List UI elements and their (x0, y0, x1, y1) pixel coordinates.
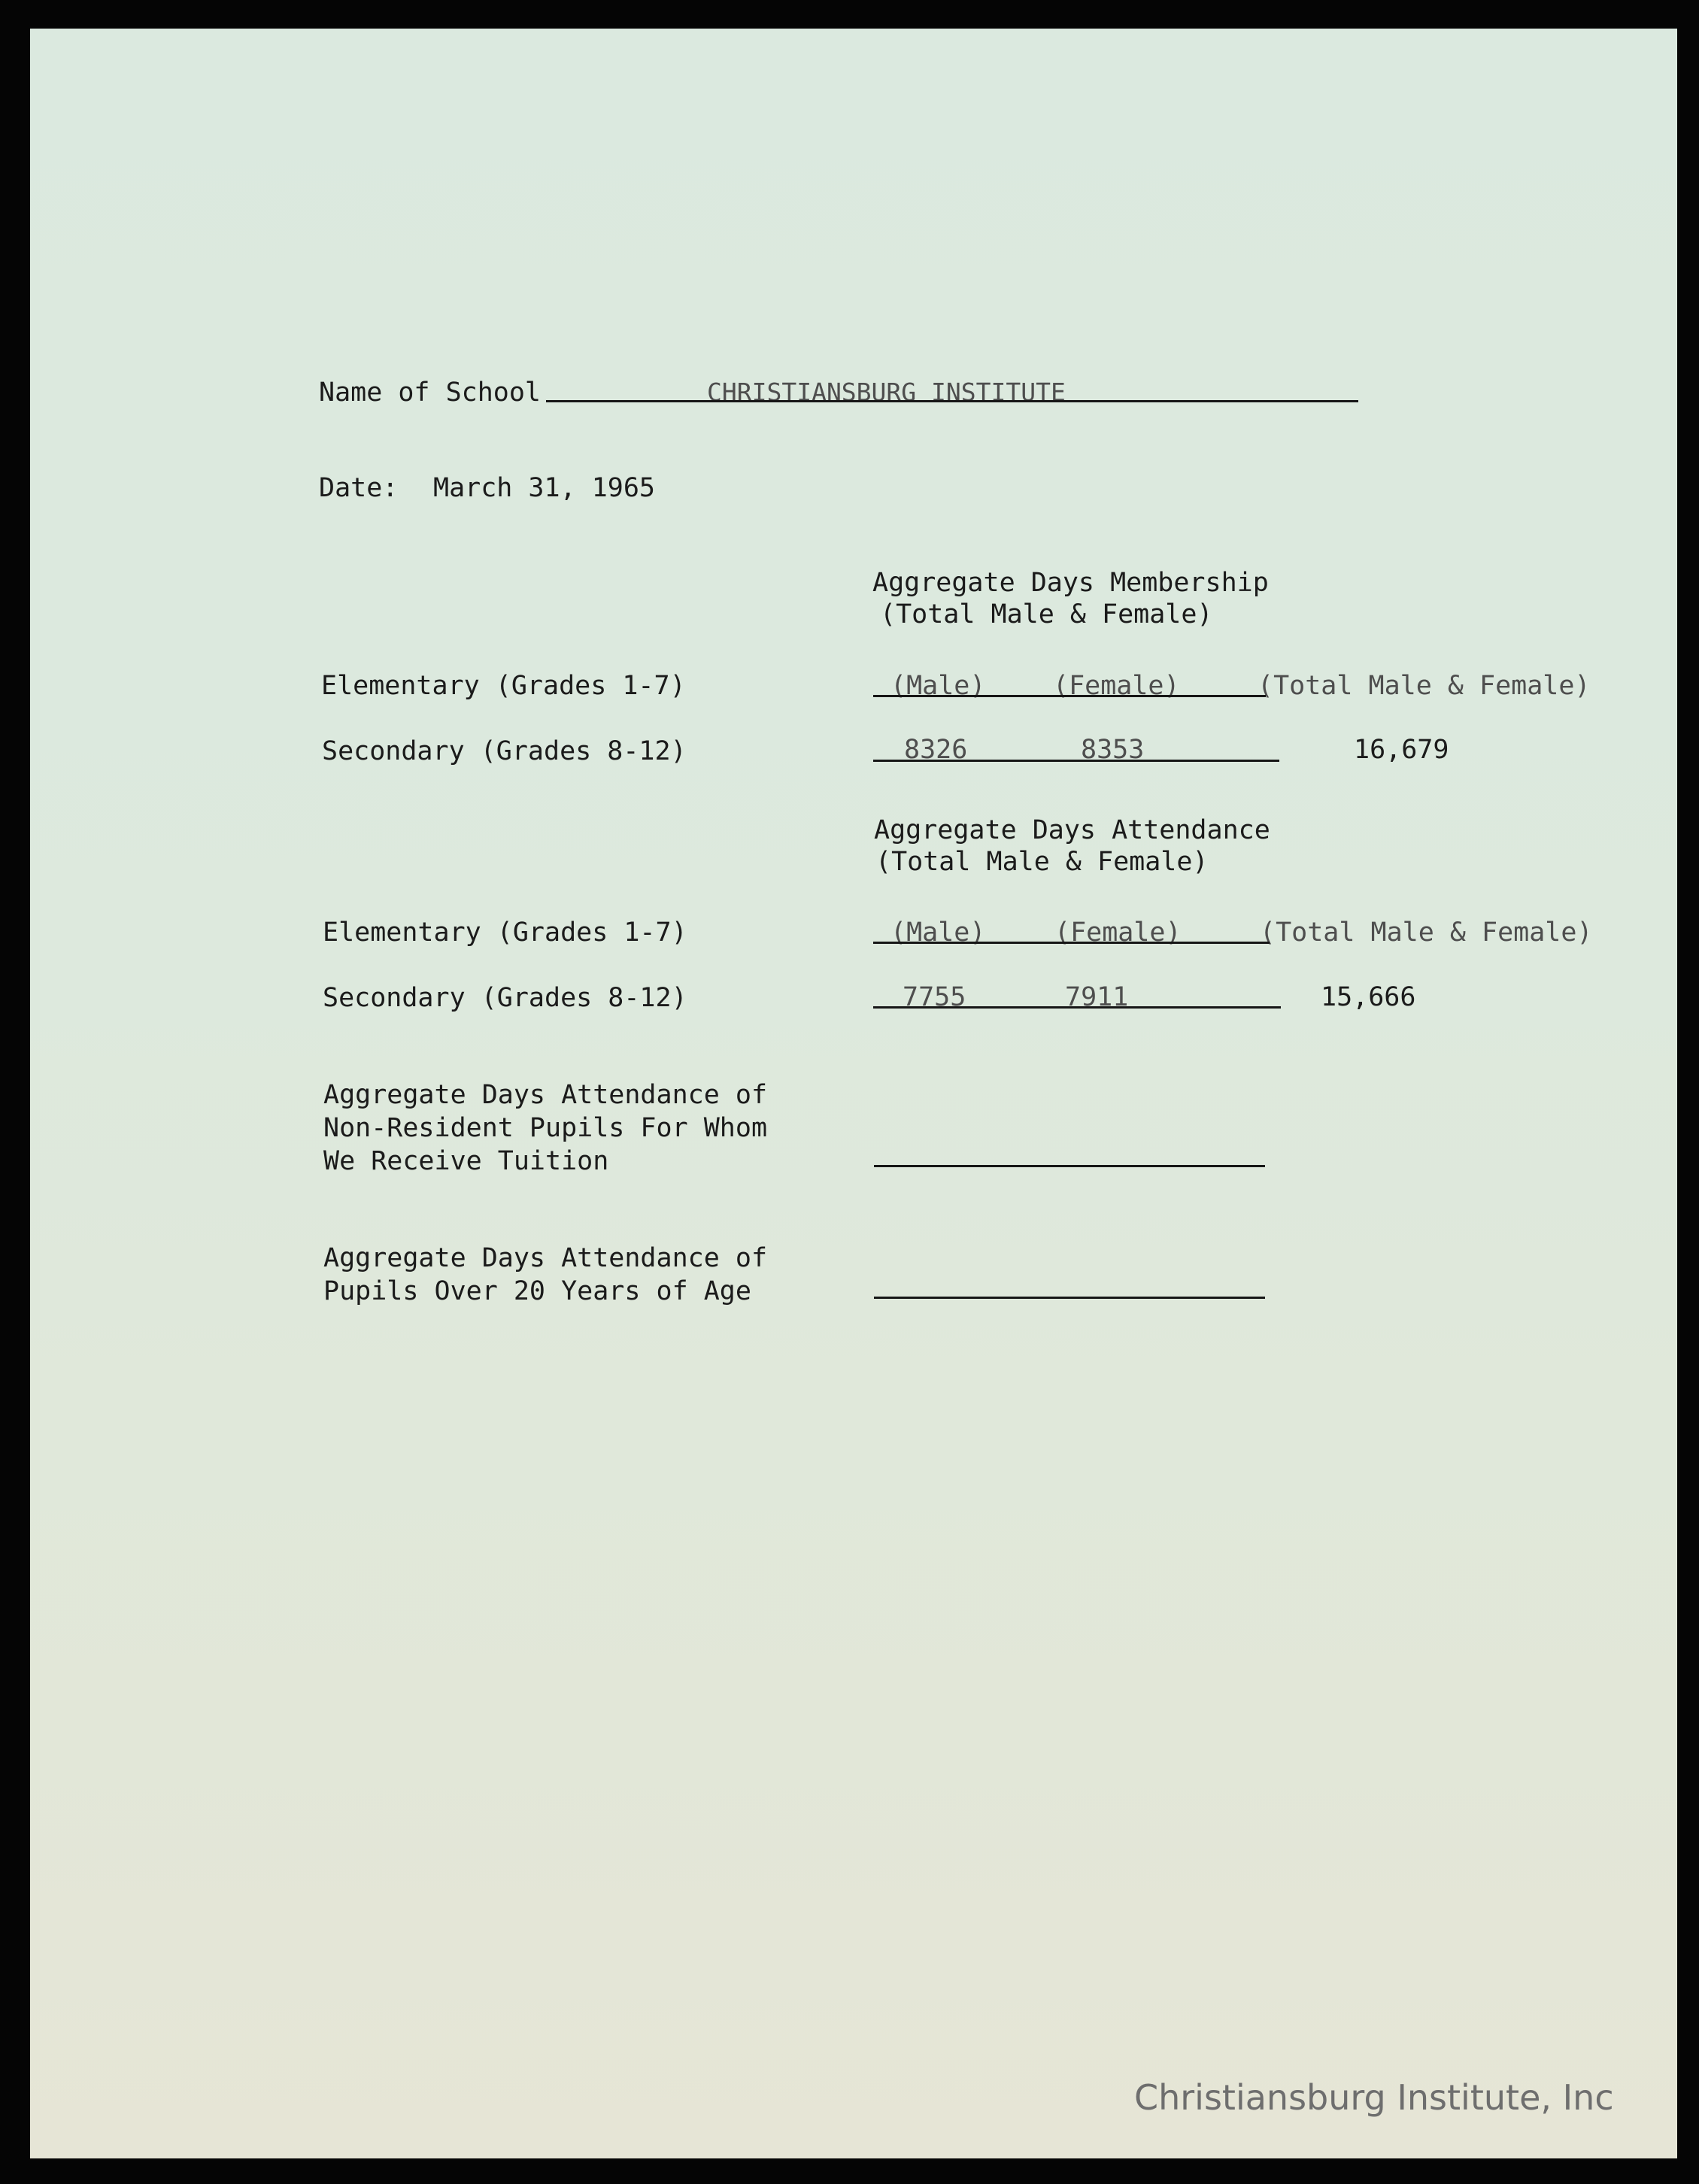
attendance-secondary-total: 15,666 (1321, 982, 1416, 1012)
attendance-col-total: (Total Male & Female) (1260, 918, 1593, 948)
document-page (30, 29, 1677, 2158)
name-of-school-label: Name of School (319, 378, 542, 408)
non-resident-line3: We Receive Tuition (323, 1146, 609, 1176)
attendance-elementary-underline (873, 942, 1270, 944)
membership-secondary-female: 8353 (1081, 735, 1145, 765)
attendance-elementary-label: Elementary (Grades 1-7) (323, 918, 687, 948)
non-resident-blank-line (874, 1165, 1265, 1167)
attendance-secondary-underline (873, 1006, 1281, 1009)
attendance-secondary-male: 7755 (903, 982, 966, 1012)
attendance-heading-line2: (Total Male & Female) (875, 847, 1209, 877)
date-label: Date: (319, 473, 399, 503)
non-resident-line1: Aggregate Days Attendance of (323, 1080, 768, 1110)
date-value: March 31, 1965 (433, 473, 656, 503)
over-twenty-blank-line (874, 1297, 1265, 1299)
attendance-secondary-label: Secondary (Grades 8-12) (323, 983, 687, 1013)
school-name-value: CHRISTIANSBURG INSTITUTE (707, 378, 1066, 407)
membership-col-total: (Total Male & Female) (1258, 671, 1591, 701)
attendance-col-female: (Female) (1054, 918, 1182, 948)
over-twenty-line1: Aggregate Days Attendance of (323, 1243, 768, 1273)
over-twenty-line2: Pupils Over 20 Years of Age (323, 1276, 751, 1306)
membership-elementary-underline (873, 695, 1266, 697)
membership-secondary-underline (873, 760, 1279, 762)
membership-col-female: (Female) (1053, 671, 1180, 701)
membership-heading-line2: (Total Male & Female) (880, 599, 1213, 629)
membership-secondary-label: Secondary (Grades 8-12) (322, 736, 687, 766)
attendance-heading-line1: Aggregate Days Attendance (874, 815, 1270, 845)
membership-heading-line1: Aggregate Days Membership (872, 568, 1269, 598)
membership-secondary-total: 16,679 (1354, 735, 1449, 765)
attendance-col-male: (Male) (890, 918, 986, 948)
school-name-underline (546, 400, 1358, 402)
attendance-secondary-female: 7911 (1065, 982, 1129, 1012)
membership-col-male: (Male) (890, 671, 986, 701)
membership-secondary-male: 8326 (904, 735, 968, 765)
non-resident-line2: Non-Resident Pupils For Whom (323, 1113, 768, 1143)
watermark-text: Christiansburg Institute, Inc (1134, 2077, 1614, 2118)
membership-elementary-label: Elementary (Grades 1-7) (321, 671, 686, 701)
